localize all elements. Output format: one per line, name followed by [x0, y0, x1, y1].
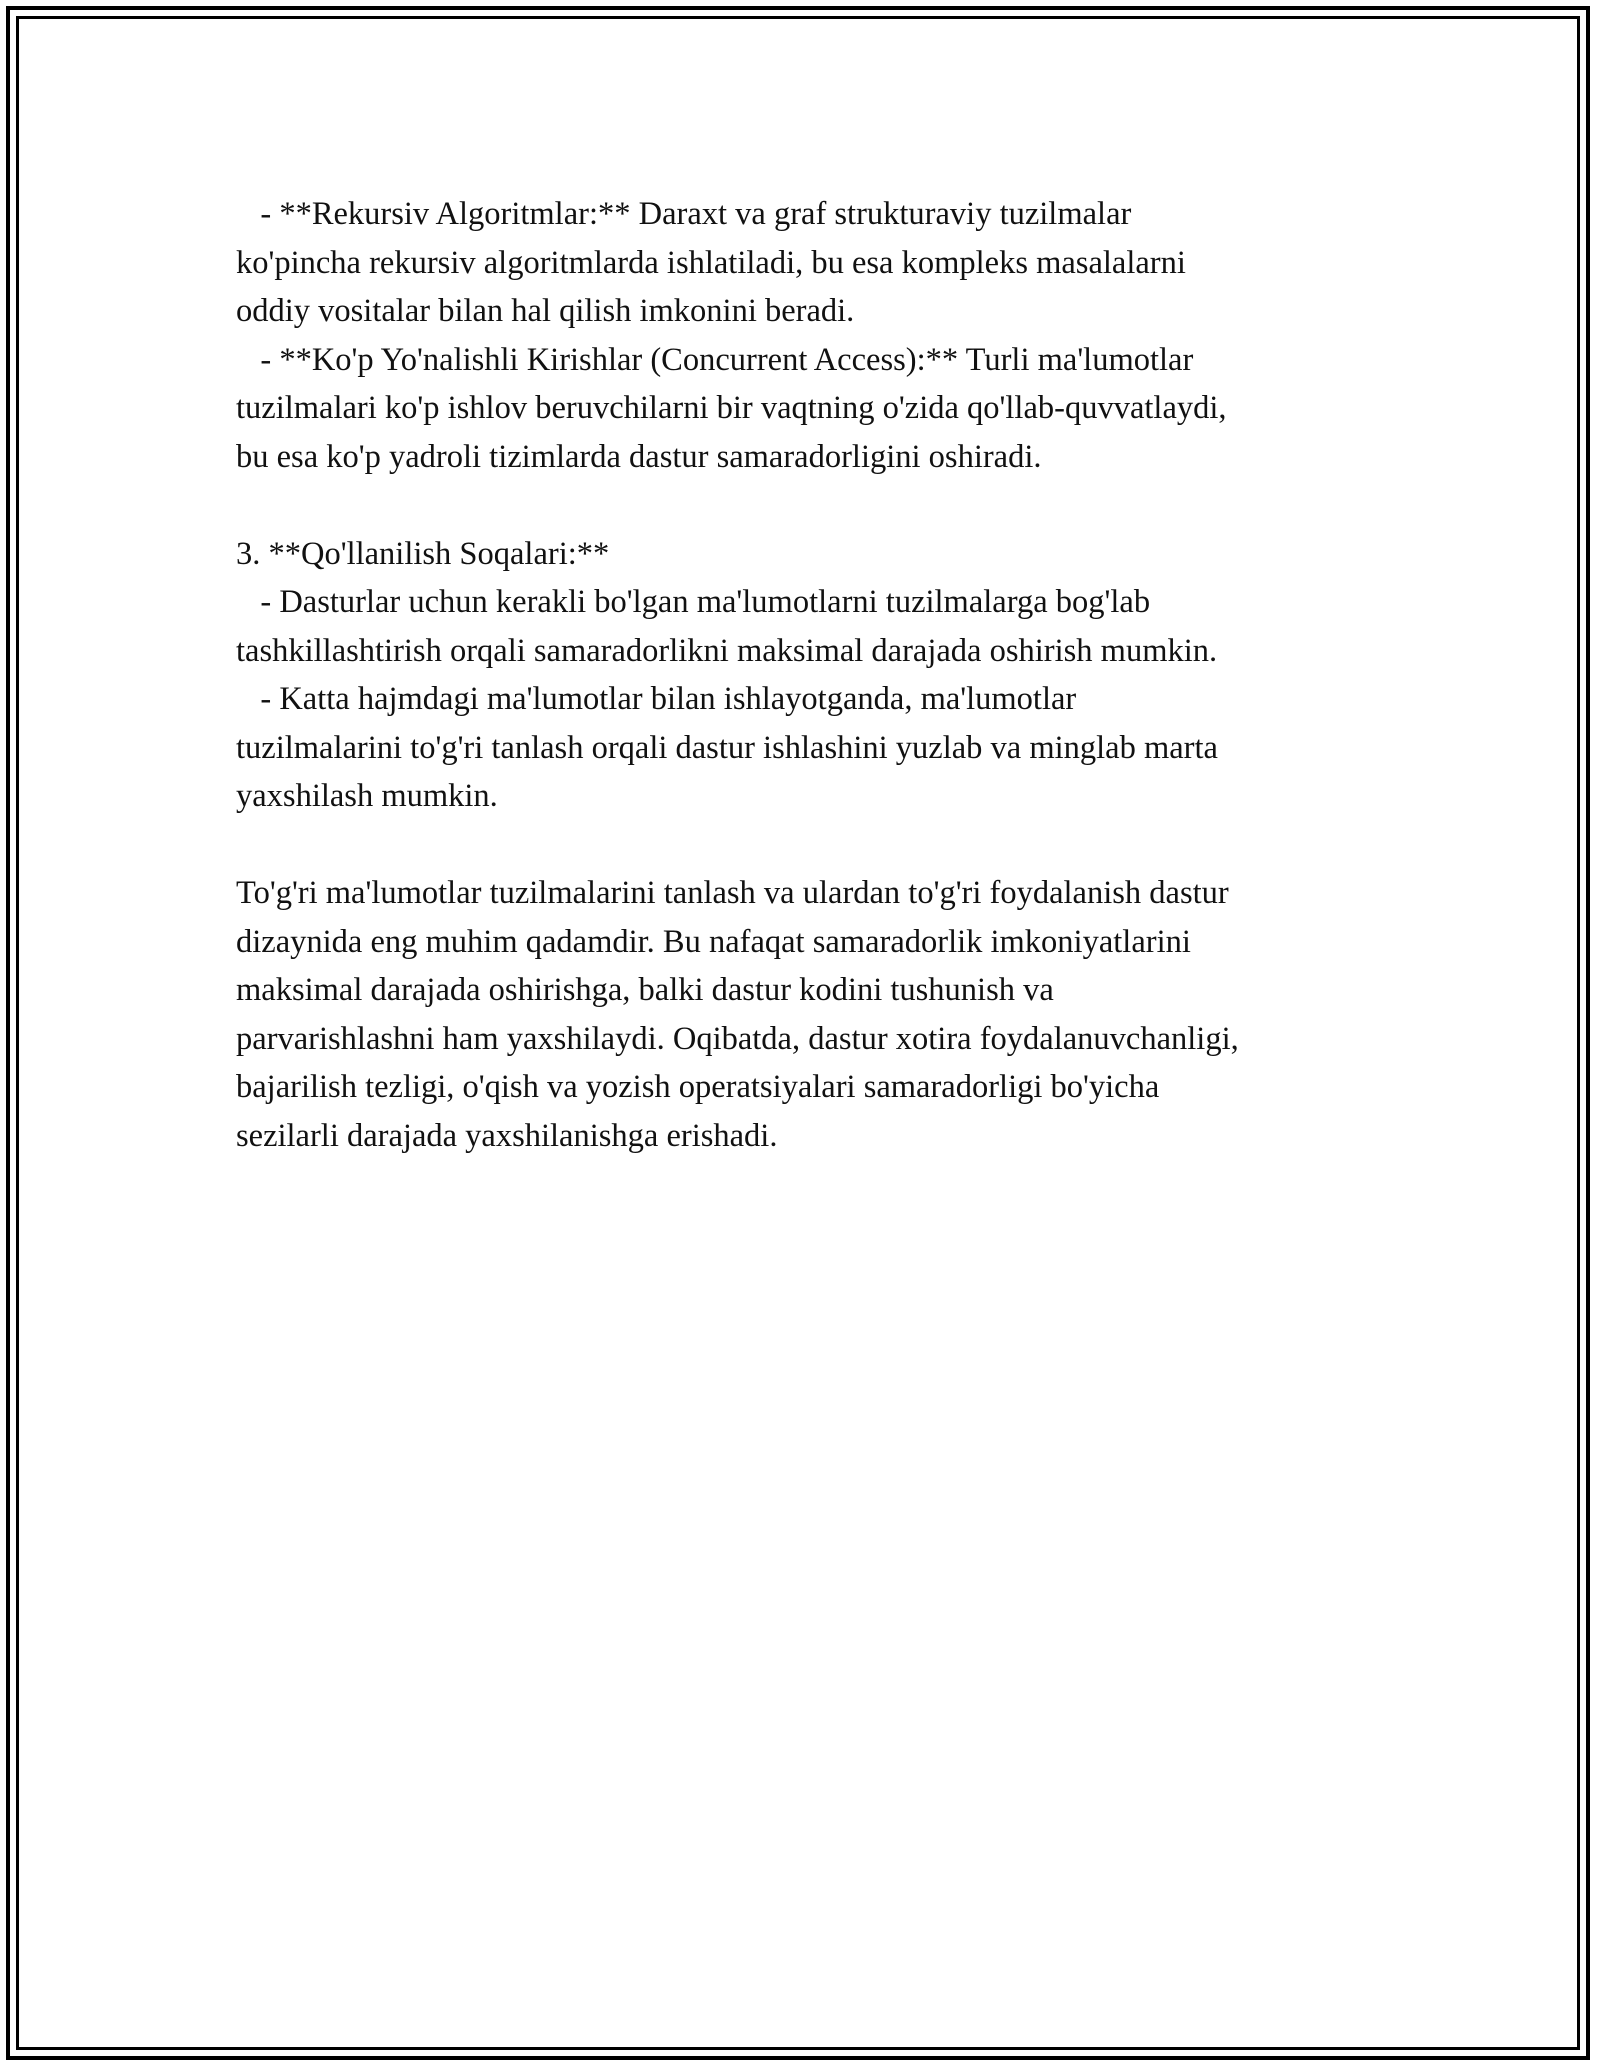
document-body	[236, 190, 1376, 1160]
text-line: - Dasturlar uchun kerakli bo'lgan ma'lumotlarni tuzilmalarga bog'lab	[236, 584, 1151, 620]
text-line: ko'pincha rekursiv algoritmlarda ishlatiladi, bu esa kompleks masalalarni	[236, 244, 1186, 281]
text-line: bu esa ko'p yadroli tizimlarda dastur samaradorligini oshiradi.	[236, 438, 1042, 475]
text-line: tashkillashtirish orqali samaradorlikni maksimal darajada oshirish mumkin.	[236, 632, 1218, 669]
text-line: - **Rekursiv Algoritmlar:** Daraxt va graf strukturaviy tuzilmalar	[236, 196, 1132, 232]
text-line: sezilarli darajada yaxshilanishga erishadi.	[236, 1117, 778, 1154]
paragraph-gap	[236, 481, 1376, 530]
text-line: To'g'ri ma'lumotlar tuzilmalarini tanlash va ulardan to'g'ri foydalanish dastur	[236, 875, 1229, 911]
text-line: tuzilmalari ko'p ishlov beruvchilarni bir vaqtning o'zida qo'llab-quvvatlaydi,	[236, 390, 1227, 426]
text-line: tuzilmalarini to'g'ri tanlash orqali dastur ishlashini yuzlab va minglab marta	[236, 729, 1218, 766]
text-line: maksimal darajada oshirishga, balki dastur kodini tushunish va	[236, 972, 1054, 1008]
text-line: dizaynida eng muhim qadamdir. Bu nafaqat samaradorlik imkoniyatlarini	[236, 923, 1191, 960]
text-line: - Katta hajmdagi ma'lumotlar bilan ishlayotganda, ma'lumotlar	[236, 681, 1077, 717]
text-line: - **Ko'p Yo'nalishli Kirishlar (Concurrent Access):** Turli ma'lumotlar	[236, 341, 1194, 378]
text-line: parvarishlashni ham yaxshilaydi. Oqibatda, dastur xotira foydalanuvchanligi,	[236, 1020, 1239, 1057]
section-heading: 3. **Qo'llanilish Soqalari:**	[236, 535, 610, 572]
text-line: oddiy vositalar bilan hal qilish imkonini beradi.	[236, 293, 855, 329]
text-line: yaxshilash mumkin.	[236, 778, 498, 814]
paragraph-gap	[236, 821, 1376, 870]
text-line: bajarilish tezligi, o'qish va yozish operatsiyalari samaradorligi bo'yicha	[236, 1069, 1160, 1105]
